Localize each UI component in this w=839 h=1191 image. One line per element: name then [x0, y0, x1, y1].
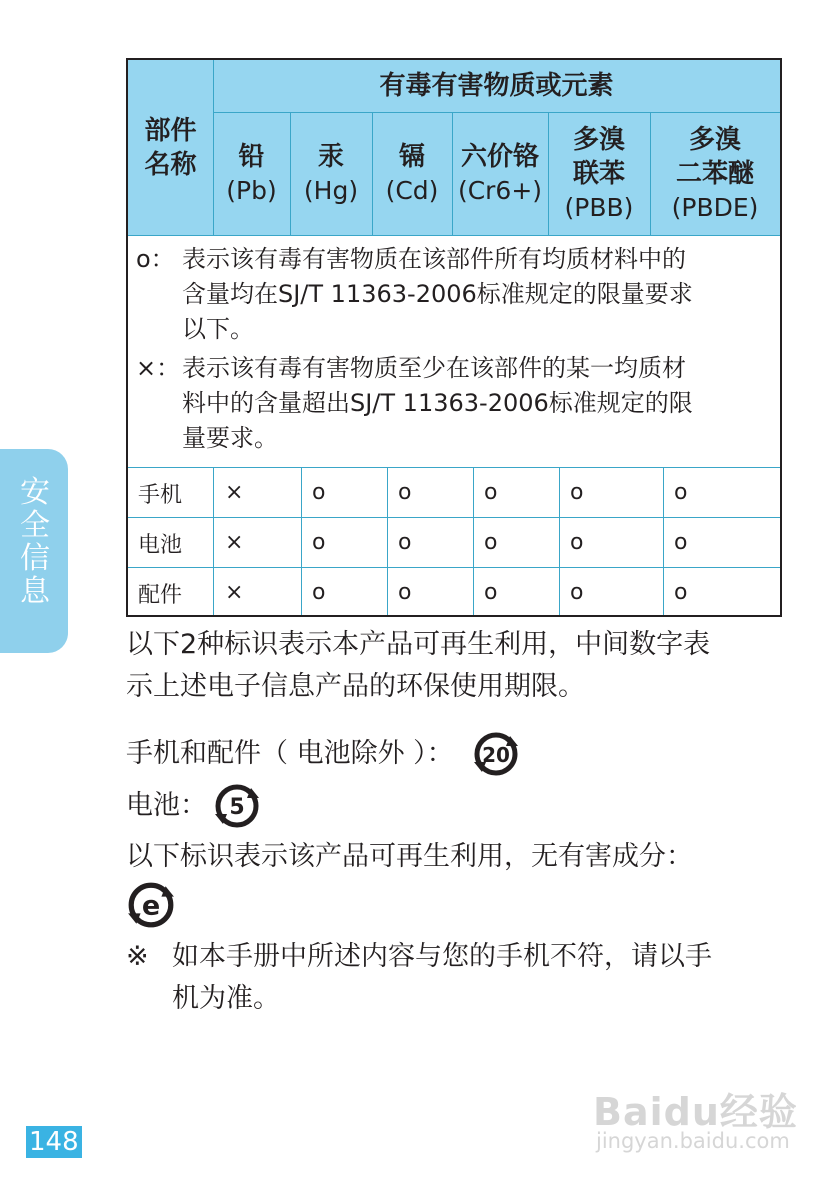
side-tab-char: 全	[20, 508, 50, 543]
cell-value: ×	[225, 480, 244, 505]
grid-line	[663, 467, 664, 615]
baidu-watermark-logo: Baidu经验	[593, 1090, 798, 1134]
cell-value: o	[312, 480, 326, 505]
cell-value: o	[674, 480, 688, 505]
grid-line	[213, 467, 214, 615]
recycle-period-number: 20	[481, 743, 510, 767]
recycle-period-20-icon	[472, 730, 520, 778]
column-header-line: (Cr6+)	[457, 176, 543, 205]
note-line: 表示该有毒有害物质至少在该部件的某一均质材	[182, 354, 686, 382]
recycling-intro	[126, 624, 786, 708]
note-symbol: o：	[136, 245, 175, 273]
note-line: 含量均在SJ/T 11363-2006标准规定的限量要求	[182, 280, 693, 308]
battery-line	[126, 782, 786, 830]
grid-line	[128, 235, 780, 236]
hazardous-substances-table	[126, 58, 782, 617]
grid-line	[548, 112, 549, 235]
recyclable-line	[126, 836, 786, 878]
grid-line	[473, 467, 474, 615]
note-line: 以下。	[182, 315, 254, 343]
cell-value: o	[674, 580, 688, 605]
column-header-line: (Pb)	[226, 176, 277, 205]
grid-line	[559, 467, 560, 615]
column-header-line: (PBDE)	[671, 193, 759, 222]
side-tab-char: 信	[20, 541, 50, 576]
column-header-cr6	[452, 112, 548, 235]
recycle-period-number: 5	[229, 795, 245, 820]
paragraph-line: 示上述电子信息产品的环保使用期限。	[126, 671, 585, 702]
grid-line	[387, 467, 388, 615]
part-name-header-line: 名称	[144, 149, 197, 180]
note-line: 量要求。	[182, 424, 278, 452]
cell-value: ×	[225, 580, 244, 605]
grid-line	[290, 112, 291, 235]
side-tab-char: 安	[20, 475, 50, 510]
battery-label: 电池：	[126, 790, 207, 821]
grid-line	[128, 567, 780, 568]
substance-group-header-text: 有毒有害物质或元素	[379, 71, 614, 101]
note-compliant	[136, 242, 780, 347]
cell-value: o	[398, 580, 412, 605]
cell-value: o	[484, 480, 498, 505]
grid-line	[452, 112, 453, 235]
paragraph-line: 如本手册中所述内容与您的手机不符，请以手	[172, 941, 712, 972]
column-header-pb	[213, 112, 290, 235]
column-header-line: 镉	[398, 142, 425, 172]
grid-line	[301, 467, 302, 615]
column-header-pbde	[650, 112, 780, 235]
paragraph-line: 以下标识表示该产品可再生利用，无有害成分：	[126, 841, 693, 872]
footnote-symbol: ※	[126, 941, 149, 972]
footnote	[126, 936, 786, 1020]
phone-accessories-label: 手机和配件（ 电池除外 ）：	[126, 738, 454, 769]
column-header-pbb	[548, 112, 650, 235]
column-header-cd	[372, 112, 452, 235]
grid-line	[213, 112, 780, 113]
column-header-line: (PBB)	[564, 193, 634, 222]
cell-value: ×	[225, 530, 244, 555]
cell-value: o	[674, 530, 688, 555]
column-header-line: 多溴	[572, 125, 625, 155]
row-label-battery: 电池	[138, 533, 183, 558]
recycle-period-5-icon	[213, 782, 261, 830]
column-header-line: (Cd)	[385, 176, 439, 205]
cell-value: o	[312, 580, 326, 605]
side-tab-char: 息	[20, 574, 50, 609]
recyclable-e-icon	[126, 880, 176, 930]
cell-value: o	[570, 580, 584, 605]
cell-value: o	[570, 480, 584, 505]
cell-value: o	[398, 480, 412, 505]
side-tab-safety-info	[0, 449, 68, 653]
part-name-header	[128, 60, 213, 235]
cell-value: o	[570, 530, 584, 555]
cell-value: o	[484, 580, 498, 605]
grid-line	[128, 467, 780, 468]
recyclable-mark-letter: e	[141, 890, 161, 922]
note-exceeds	[136, 351, 780, 456]
paragraph-line: 以下2种标识表示本产品可再生利用，中间数字表	[126, 629, 711, 660]
cell-value: o	[484, 530, 498, 555]
column-header-line: 二苯醚	[675, 159, 754, 189]
grid-line	[650, 112, 651, 235]
column-header-line: 铅	[238, 142, 265, 172]
grid-line	[372, 112, 373, 235]
column-header-line: 多溴	[688, 125, 741, 155]
column-header-hg	[290, 112, 372, 235]
cell-value: o	[312, 530, 326, 555]
grid-line	[128, 517, 780, 518]
part-name-header-line: 部件	[144, 115, 197, 146]
column-header-line: 联苯	[572, 159, 625, 189]
note-line: 料中的含量超出SJ/T 11363-2006标准规定的限	[182, 389, 693, 417]
row-label-phone: 手机	[138, 483, 183, 508]
column-header-line: 六价铬	[460, 142, 539, 172]
note-symbol: ×：	[136, 354, 181, 382]
substance-group-header	[213, 60, 780, 112]
column-header-line: 汞	[317, 142, 344, 172]
note-line: 表示该有毒有害物质在该部件所有均质材料中的	[182, 245, 686, 273]
baidu-watermark-url: jingyan.baidu.com	[596, 1129, 790, 1153]
cell-value: o	[398, 530, 412, 555]
column-header-line: (Hg)	[303, 176, 359, 205]
page-number: 148	[26, 1126, 82, 1158]
phone-accessories-line	[126, 730, 786, 778]
paragraph-line: 机为准。	[172, 983, 280, 1014]
row-label-accessories: 配件	[138, 583, 183, 608]
grid-line	[213, 60, 214, 235]
